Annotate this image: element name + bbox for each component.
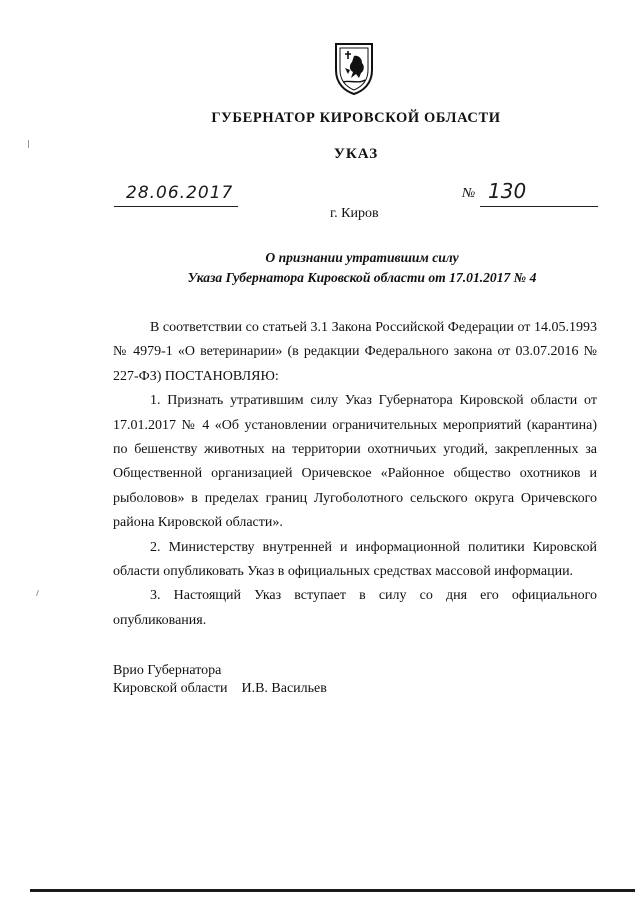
document-type: УКАЗ	[333, 146, 379, 162]
city: г. Киров	[330, 206, 379, 221]
issuing-authority: ГУБЕРНАТОР КИРОВСКОЙ ОБЛАСТИ	[211, 110, 501, 126]
document-body	[113, 316, 597, 633]
signatory-position-line-1: Врио Губернатора	[113, 663, 222, 678]
document-date: 28.06.2017	[126, 183, 234, 203]
scan-artifact-mark	[36, 590, 39, 596]
signature-block	[113, 662, 327, 698]
kirov-coat-of-arms-icon	[331, 40, 377, 96]
signatory-name: И.В. Васильев	[241, 681, 327, 696]
title-line-2: Указа Губернатора Кировской области от 17.01.2017 № 4	[187, 270, 537, 285]
scan-artifact-mark	[28, 140, 29, 148]
bottom-rule	[30, 889, 635, 892]
document-number: 130	[488, 179, 527, 203]
body-paragraph-preamble: В соответствии со статьей 3.1 Закона Российской Федерации от 14.05.1993 № 4979-1 «О ветеринарии» (в редакции Федерального закона от 03.07.2016 № 227-ФЗ) ПОСТАНОВЛЯЮ:	[113, 320, 597, 384]
body-paragraph-2: 2. Министерству внутренней и информационной политики Кировской области опубликовать Указ в официальных средствах массовой информации.	[113, 539, 597, 580]
title-line-1: О признании утратившим силу	[265, 250, 459, 265]
body-paragraph-3: 3. Настоящий Указ вступает в силу со дня его официального опубликования.	[113, 588, 597, 628]
signatory-line-2	[113, 680, 327, 698]
document-title	[160, 248, 564, 288]
number-label: №	[462, 186, 476, 201]
signatory-position-line-2: Кировской области	[113, 681, 228, 696]
body-paragraph-1: 1. Признать утратившим силу Указ Губернатора Кировской области от 17.01.2017 № 4 «Об установлении ограничительных мероприятий (карантина) по бешенству животных на территории охотничьих угодий, закрепленных за Общественной организацией Оричевское «Районное общество охотников и рыболовов» в пределах границ Лугоболотного сельского округа Оричевского района Кировской области».	[113, 393, 597, 531]
